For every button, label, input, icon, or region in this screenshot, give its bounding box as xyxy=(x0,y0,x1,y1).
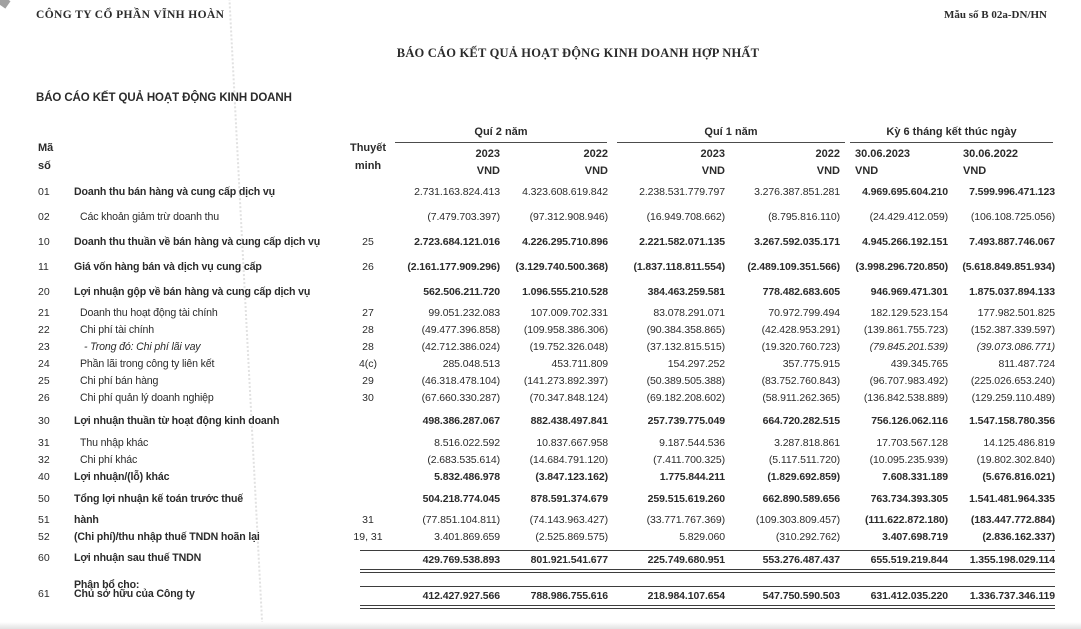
row-label: Phân bổ cho: xyxy=(74,579,140,591)
row-code: 11 xyxy=(38,261,49,273)
row-label: Chi phí khác xyxy=(80,454,138,466)
row-note: 4(c) xyxy=(358,358,378,370)
row-code: 10 xyxy=(38,236,50,248)
row-note: 19, 31 xyxy=(353,531,383,543)
row-code: 25 xyxy=(38,375,50,387)
header-note-line1: Thuyết xyxy=(349,142,387,154)
cell-value: 3.287.818.861 xyxy=(774,437,840,449)
cell-value: (83.752.760.843) xyxy=(761,375,840,387)
cell-value: 2.221.582.071.135 xyxy=(639,236,725,248)
table-rows xyxy=(0,184,1081,603)
cell-value: (14.684.791.120) xyxy=(529,454,608,466)
row-code: 51 xyxy=(38,514,50,526)
header-note-line2: minh xyxy=(354,160,382,172)
row-code: 21 xyxy=(38,307,50,319)
table-row xyxy=(0,529,1081,546)
cell-value: 4.969.695.604.210 xyxy=(862,186,948,198)
row-code: 20 xyxy=(38,286,50,298)
form-number: Mẫu số B 02a-DN/HN xyxy=(944,9,1047,21)
header-rule xyxy=(850,142,1053,143)
section-title: BÁO CÁO KẾT QUẢ HOẠT ĐỘNG KINH DOANH xyxy=(36,92,292,104)
scan-corner-artifact xyxy=(0,0,10,9)
cell-value: (96.707.983.492) xyxy=(869,375,948,387)
cell-value: 1.875.037.894.133 xyxy=(969,286,1055,298)
table-row xyxy=(0,491,1081,508)
cell-value: (152.387.339.597) xyxy=(970,324,1055,336)
cell-value: 811.487.724 xyxy=(998,358,1055,370)
cell-value: (50.389.505.388) xyxy=(646,375,725,387)
row-label: (Chi phí)/thu nhập thuế TNDN hoãn lại xyxy=(74,531,260,543)
cell-value: (79.845.201.539) xyxy=(869,341,948,353)
row-note: 28 xyxy=(362,324,374,336)
cell-value: 1.336.737.346.119 xyxy=(915,586,1055,609)
row-code: 31 xyxy=(38,437,50,449)
column-unit: VND xyxy=(963,165,987,177)
row-note: 30 xyxy=(362,392,374,404)
cell-value: (19.752.326.048) xyxy=(529,341,608,353)
cell-value: 1.096.555.210.528 xyxy=(522,286,608,298)
cell-value: 5.832.486.978 xyxy=(434,471,500,483)
cell-value: 655.519.219.844 xyxy=(808,550,948,573)
cell-value: (129.259.110.489) xyxy=(971,392,1055,404)
cell-value: 10.837.667.958 xyxy=(536,437,608,449)
table-row xyxy=(0,452,1081,469)
cell-value: (74.143.963.427) xyxy=(529,514,608,526)
cell-value: 4.945.266.192.151 xyxy=(862,236,948,248)
cell-value: (1.829.692.859) xyxy=(767,471,840,483)
cell-value: (2.489.109.351.566) xyxy=(747,261,840,273)
row-code: 60 xyxy=(38,552,50,564)
column-year: 2022 xyxy=(583,148,608,160)
row-label: Chi phí bán hàng xyxy=(80,375,159,387)
row-code: 24 xyxy=(38,358,50,370)
cell-value: 498.386.287.067 xyxy=(422,415,500,427)
cell-value: (139.861.755.723) xyxy=(863,324,948,336)
cell-value: (33.771.767.369) xyxy=(646,514,725,526)
cell-value: (136.842.538.889) xyxy=(863,392,948,404)
row-label: Tổng lợi nhuận kế toán trước thuế xyxy=(74,493,244,505)
row-label: Lợi nhuận sau thuế TNDN xyxy=(74,552,202,564)
column-year: 2022 xyxy=(815,148,840,160)
cell-value: (67.660.330.287) xyxy=(421,392,500,404)
cell-value: 1.775.844.211 xyxy=(659,471,725,483)
cell-value: 439.345.765 xyxy=(890,358,948,370)
row-label: Phần lãi trong công ty liên kết xyxy=(80,358,215,370)
cell-value: 225.749.680.951 xyxy=(585,550,725,573)
row-label: hành xyxy=(74,514,99,526)
row-code: 40 xyxy=(38,471,50,483)
row-code: 02 xyxy=(38,211,50,223)
cell-value: (7.411.700.325) xyxy=(653,454,725,466)
cell-value: 429.769.538.893 xyxy=(360,550,500,573)
cell-value: 553.276.487.437 xyxy=(700,550,840,573)
cell-value: 17.703.567.128 xyxy=(876,437,948,449)
cell-value: 3.267.592.035.171 xyxy=(754,236,840,248)
table-row xyxy=(0,373,1081,390)
header-code-line2: số xyxy=(38,160,51,172)
cell-value: 285.048.513 xyxy=(442,358,500,370)
cell-value: (19.802.302.840) xyxy=(976,454,1055,466)
cell-value: (19.320.760.723) xyxy=(761,341,840,353)
cell-value: (46.318.478.104) xyxy=(421,375,500,387)
cell-value: 83.078.291.071 xyxy=(653,307,725,319)
row-label: Thu nhập khác xyxy=(80,437,149,449)
row-code: 23 xyxy=(38,341,50,353)
cell-value: 631.412.035.220 xyxy=(808,586,948,609)
cell-value: 504.218.774.045 xyxy=(422,493,500,505)
table-row xyxy=(0,234,1081,251)
cell-value: 2.238.531.779.797 xyxy=(639,186,725,198)
cell-value: (3.847.123.162) xyxy=(535,471,608,483)
cell-value: 664.720.282.515 xyxy=(762,415,840,427)
row-note: 31 xyxy=(362,514,374,526)
table-row xyxy=(0,550,1081,567)
row-note: 26 xyxy=(362,261,374,273)
row-code: 30 xyxy=(38,415,50,427)
row-note: 28 xyxy=(362,341,374,353)
cell-value: 778.482.683.605 xyxy=(762,286,840,298)
row-label: Doanh thu thuần về bán hàng và cung cấp dịch vụ xyxy=(74,236,321,248)
table-row xyxy=(0,413,1081,430)
row-label: Lợi nhuận gộp về bán hàng và cung cấp dịch vụ xyxy=(74,286,311,298)
column-unit: VND xyxy=(816,165,840,177)
cell-value: 547.750.590.503 xyxy=(700,586,840,609)
table-row xyxy=(0,184,1081,201)
table-row xyxy=(0,259,1081,276)
cell-value: (3.998.296.720.850) xyxy=(855,261,948,273)
cell-value: 259.515.619.260 xyxy=(647,493,725,505)
cell-value: (310.292.762) xyxy=(775,531,840,543)
cell-value: 218.984.107.654 xyxy=(585,586,725,609)
row-code: 26 xyxy=(38,392,50,404)
cell-value: (1.837.118.811.554) xyxy=(633,261,725,273)
cell-value: 182.129.523.154 xyxy=(870,307,948,319)
row-code: 61 xyxy=(38,588,50,600)
row-label: Doanh thu hoạt động tài chính xyxy=(80,307,218,319)
cell-value: 946.969.471.301 xyxy=(870,286,948,298)
cell-value: (69.182.208.602) xyxy=(646,392,725,404)
table-row xyxy=(0,586,1081,603)
cell-value: (42.428.953.291) xyxy=(761,324,840,336)
row-note: 27 xyxy=(362,307,374,319)
header-rule xyxy=(617,142,845,143)
cell-value: 2.731.163.824.413 xyxy=(414,186,500,198)
cell-value: (5.676.816.021) xyxy=(982,471,1055,483)
cell-value: (3.129.740.500.368) xyxy=(515,261,608,273)
row-label: Doanh thu bán hàng và cung cấp dịch vụ xyxy=(74,186,275,198)
cell-value: (2.161.177.909.296) xyxy=(407,261,500,273)
cell-value: 7.608.331.189 xyxy=(882,471,948,483)
cell-value: 70.972.799.494 xyxy=(768,307,840,319)
cell-value: (42.712.386.024) xyxy=(421,341,500,353)
cell-value: (37.132.815.515) xyxy=(646,341,725,353)
cell-value: (70.347.848.124) xyxy=(529,392,608,404)
cell-value: (39.073.086.771) xyxy=(976,341,1055,353)
cell-value: (24.429.412.059) xyxy=(869,211,948,223)
cell-value: 756.126.062.116 xyxy=(871,415,948,427)
cell-value: (16.949.708.662) xyxy=(646,211,725,223)
cell-value: (10.095.235.939) xyxy=(869,454,948,466)
table-row xyxy=(0,469,1081,486)
cell-value: 8.516.022.592 xyxy=(434,437,500,449)
table-row xyxy=(0,305,1081,322)
row-label: - Trong đó: Chi phí lãi vay xyxy=(84,341,201,353)
row-code: 50 xyxy=(38,493,50,505)
cell-value: (97.312.908.946) xyxy=(529,211,608,223)
cell-value: 7.599.996.471.123 xyxy=(969,186,1055,198)
cell-value: (58.911.262.365) xyxy=(762,392,840,404)
cell-value: 3.407.698.719 xyxy=(882,531,948,543)
cell-value: 801.921.541.677 xyxy=(468,550,608,573)
column-year: 2023 xyxy=(475,148,500,160)
cell-value: 3.276.387.851.281 xyxy=(754,186,840,198)
row-label: Lợi nhuận/(lỗ) khác xyxy=(74,471,170,483)
cell-value: 662.890.589.656 xyxy=(762,493,840,505)
column-unit: VND xyxy=(584,165,608,177)
cell-value: 882.438.497.841 xyxy=(530,415,608,427)
column-group-q2: Quí 2 năm xyxy=(474,126,528,138)
cell-value: (111.622.872.180) xyxy=(865,514,948,526)
row-label: Lợi nhuận thuần từ hoạt động kinh doanh xyxy=(74,415,280,427)
cell-value: (225.026.653.240) xyxy=(970,375,1055,387)
column-group-6month: Kỳ 6 tháng kết thúc ngày xyxy=(886,126,1017,138)
scan-bottom-edge xyxy=(0,622,1081,629)
cell-value: 788.986.755.616 xyxy=(468,586,608,609)
cell-value: (49.477.396.858) xyxy=(421,324,500,336)
cell-value: 2.723.684.121.016 xyxy=(414,236,500,248)
cell-value: (8.795.816.110) xyxy=(768,211,840,223)
cell-value: 384.463.259.581 xyxy=(647,286,725,298)
table-row xyxy=(0,209,1081,226)
header-rule xyxy=(395,142,607,143)
cell-value: 4.323.608.619.842 xyxy=(522,186,608,198)
report-title: BÁO CÁO KẾT QUẢ HOẠT ĐỘNG KINH DOANH HỢP NHẤT xyxy=(396,46,760,60)
row-label: Chủ sở hữu của Công ty xyxy=(74,588,195,600)
header-code-line1: Mã xyxy=(38,142,54,154)
cell-value: 7.493.887.746.067 xyxy=(969,236,1055,248)
cell-value: 9.187.544.536 xyxy=(659,437,725,449)
column-unit: VND xyxy=(855,165,879,177)
cell-value: (141.273.892.397) xyxy=(523,375,608,387)
row-label: Các khoản giảm trừ doanh thu xyxy=(80,211,219,223)
cell-value: (90.384.358.865) xyxy=(646,324,725,336)
row-code: 52 xyxy=(38,531,50,543)
cell-value: (183.447.772.884) xyxy=(970,514,1055,526)
row-note: 25 xyxy=(362,236,374,248)
company-name: CÔNG TY CỔ PHẦN VĨNH HOÀN xyxy=(36,9,225,21)
cell-value: 5.829.060 xyxy=(679,531,725,543)
cell-value: 763.734.393.305 xyxy=(870,493,948,505)
cell-value: 562.506.211.720 xyxy=(423,286,500,298)
cell-value: (109.303.809.457) xyxy=(755,514,840,526)
cell-value: 357.775.915 xyxy=(782,358,840,370)
cell-value: (106.108.725.056) xyxy=(970,211,1055,223)
cell-value: (5.117.511.720) xyxy=(768,454,840,466)
column-date: 30.06.2023 xyxy=(855,148,911,160)
table-row xyxy=(0,356,1081,373)
cell-value: 107.009.702.331 xyxy=(530,307,608,319)
cell-value: 1.541.481.964.335 xyxy=(969,493,1055,505)
table-row xyxy=(0,435,1081,452)
cell-value: (7.479.703.397) xyxy=(427,211,500,223)
cell-value: 177.982.501.825 xyxy=(977,307,1055,319)
cell-value: 878.591.374.679 xyxy=(530,493,608,505)
column-unit: VND xyxy=(476,165,500,177)
table-row xyxy=(0,339,1081,356)
column-group-q1: Quí 1 năm xyxy=(704,126,758,138)
cell-value: 1.355.198.029.114 xyxy=(915,550,1055,573)
cell-value: (5.618.849.851.934) xyxy=(962,261,1055,273)
cell-value: (2.683.535.614) xyxy=(427,454,500,466)
cell-value: 412.427.927.566 xyxy=(360,586,500,609)
row-label: Chi phí quản lý doanh nghiệp xyxy=(80,392,214,404)
cell-value: 99.051.232.083 xyxy=(428,307,500,319)
row-code: 01 xyxy=(38,186,50,198)
cell-value: 14.125.486.819 xyxy=(983,437,1055,449)
cell-value: (2.525.869.575) xyxy=(535,531,608,543)
cell-value: (2.836.162.337) xyxy=(982,531,1055,543)
table-row xyxy=(0,284,1081,301)
cell-value: 257.739.775.049 xyxy=(647,415,725,427)
row-label: Chi phí tài chính xyxy=(80,324,155,336)
cell-value: 1.547.158.780.356 xyxy=(969,415,1055,427)
column-unit: VND xyxy=(701,165,725,177)
table-row xyxy=(0,512,1081,529)
table-row xyxy=(0,322,1081,339)
cell-value: 154.297.252 xyxy=(667,358,725,370)
cell-value: 3.401.869.659 xyxy=(434,531,500,543)
cell-value: 453.711.809 xyxy=(551,358,608,370)
table-row xyxy=(0,390,1081,407)
column-year: 2023 xyxy=(700,148,725,160)
row-code: 32 xyxy=(38,454,50,466)
cell-value: (109.958.386.306) xyxy=(523,324,608,336)
cell-value: 4.226.295.710.896 xyxy=(522,236,608,248)
column-date: 30.06.2022 xyxy=(963,148,1019,160)
cell-value: (77.851.104.811) xyxy=(422,514,500,526)
row-note: 29 xyxy=(362,375,374,387)
row-code: 22 xyxy=(38,324,50,336)
row-label: Giá vốn hàng bán và dịch vụ cung cấp xyxy=(74,261,262,273)
